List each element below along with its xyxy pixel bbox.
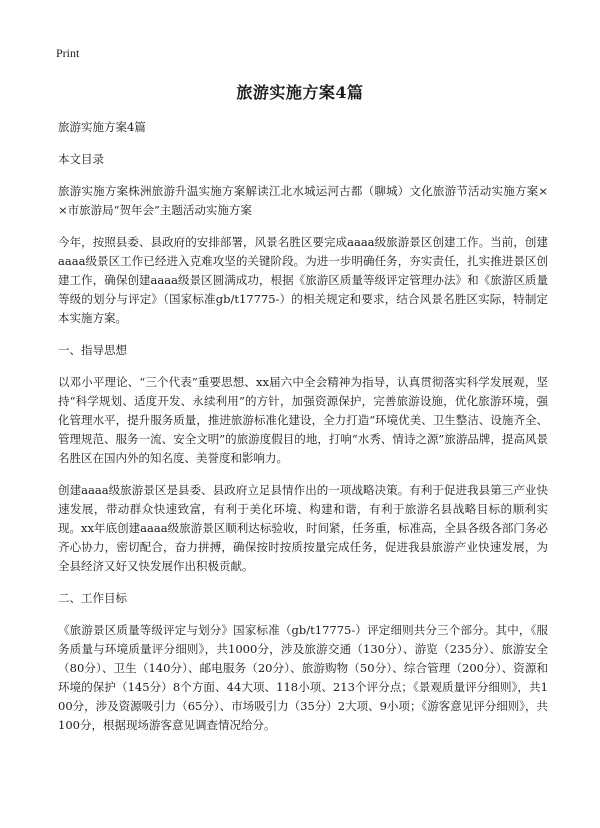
intro-paragraph: 今年，按照县委、县政府的安排部署，风景名胜区要完成aaaa级旅游景区创建工作。当前，创建aaaa级景区工作已经进入克难攻坚的关键阶段。为进一步明确任务，夯实责任，扎实推进景区创建工作，确保创建aaaa级景区圆满成功，根据《旅游区质量等级评定管理办法》和《旅游区质量等级的划分与评定》（国家标准gb/t17775-）的相关规定和要求，结合风景名胜区实际，特制定本实施方案。 xyxy=(58,235,548,325)
document-subtitle: 旅游实施方案4篇 xyxy=(58,120,146,134)
toc-entries: 旅游实施方案株洲旅游升温实施方案解读江北水城运河古都（聊城）文化旅游节活动实施方案××市旅游局“贺年会”主题活动实施方案 xyxy=(58,184,548,217)
guiding-ideology-paragraph: 以邓小平理论、“三个代表”重要思想、xx届六中全会精神为指导，认真贯彻落实科学发展观，坚持“科学规划、适度开发、永续利用”的方针，加强资源保护，完善旅游设施，优化旅游环境，强化管理水平，提升服务质量，推进旅游标准化建设，全力打造“环境优美、卫生整洁、设施齐全、管理规范、服务一流、安全文明”的旅游度假目的地，打响“水秀、情诗之源”旅游品牌，提高风景名胜区在国内外的知名度、美誉度和影响力。 xyxy=(58,375,548,465)
work-goals-paragraph: 《旅游景区质量等级评定与划分》国家标准（gb/t17775-）评定细则共分三个部分。其中，《服务质量与环境质量评分细则》，共1000分，涉及旅游交通（130分）、游览（235分）、旅游安全（80分）、卫生（140分）、邮电服务（20分）、旅游购物（50分）、综合管理（200分）、资源和环境的保护（145分）8个方面、44大项、118小项、213个评分点；《景观质量评分细则》，共100分，涉及资源吸引力（65分）、市场吸引力（35分）2大项、9小项；《游客意见评分细则》，共100分，根据现场游客意见调查情况给分。 xyxy=(58,623,548,732)
toc-heading: 本文目录 xyxy=(58,152,104,166)
strategy-paragraph: 创建aaaa级旅游景区是县委、县政府立足县情作出的一项战略决策。有利于促进我县第三产业快速发展，带动群众快速致富，有利于美化环境、构建和谐，有利于旅游名县战略目标的顺利实现。xx年底创建aaaa级旅游景区顺利达标验收，时间紧，任务重，标准高，全县各级各部门务必齐心协力，密切配合，奋力拼搏，确保按时按质按量完成任务，促进我县旅游产业快速发展，为全县经济又好又快发展作出积极贡献。 xyxy=(58,483,548,573)
section-heading-work-goals: 二、工作目标 xyxy=(58,591,127,605)
section-heading-guiding-ideology: 一、指导思想 xyxy=(58,343,127,357)
print-link[interactable]: Print xyxy=(56,46,80,60)
document-body xyxy=(58,118,548,747)
document-title: 旅游实施方案4篇 xyxy=(236,83,364,102)
